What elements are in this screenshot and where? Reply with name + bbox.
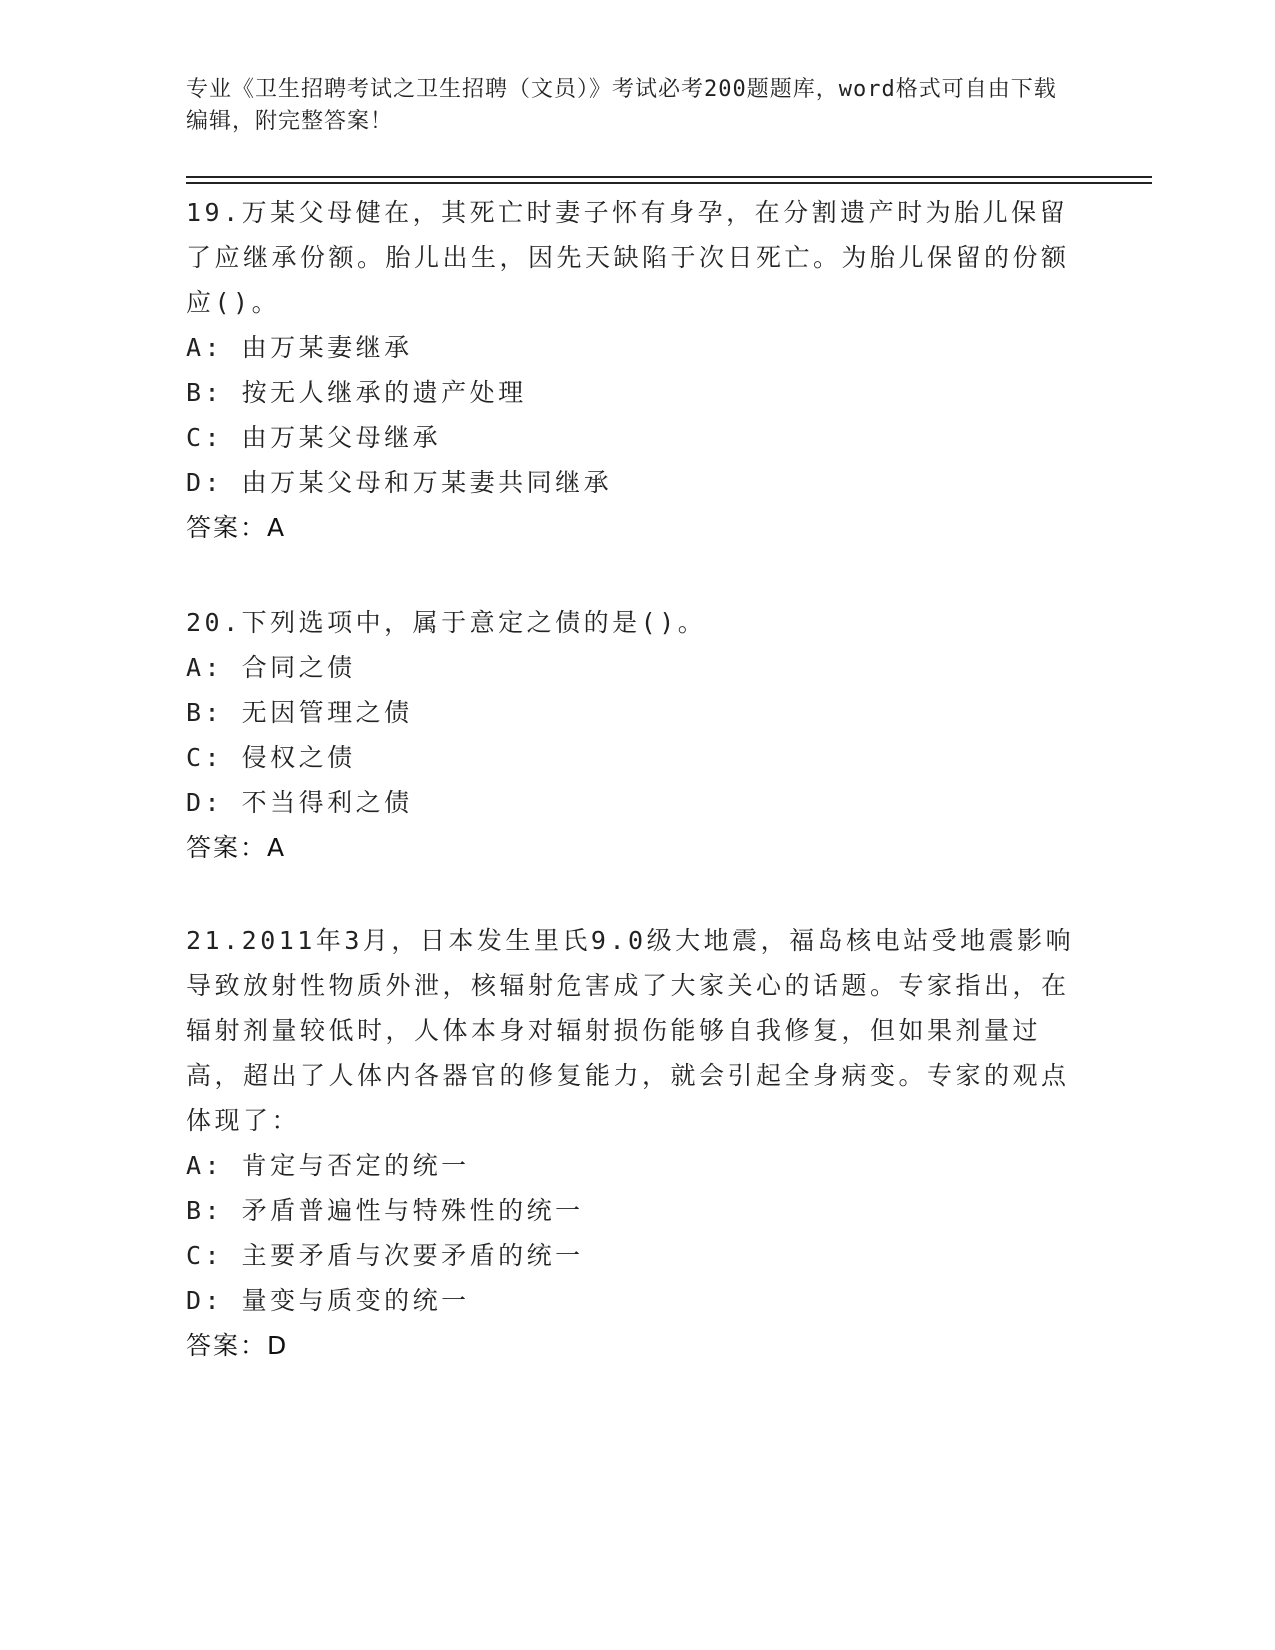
- option-d: D: 不当得利之债: [186, 788, 413, 817]
- question-20: [186, 600, 1086, 870]
- option-a: A: 肯定与否定的统一: [186, 1151, 470, 1180]
- question-stem: 21.2011年3月，日本发生里氏9.0级大地震，福岛核电站受地震影响导致放射性物质外泄，核辐射危害成了大家关心的话题。专家指出，在辐射剂量较低时，人体本身对辐射损伤能够自我修复，但如果剂量过高，超出了人体内各器官的修复能力，就会引起全身病变。专家的观点体现了：: [186, 926, 1075, 1135]
- question-stem: 20.下列选项中，属于意定之债的是()。: [186, 608, 707, 637]
- option-c: C: 由万某父母继承: [186, 423, 442, 452]
- answer-label: 答案：A: [186, 513, 287, 542]
- header-divider-bottom: [186, 182, 1152, 184]
- question-21: [186, 918, 1086, 1368]
- option-b: B: 矛盾普遍性与特殊性的统一: [186, 1196, 584, 1225]
- option-c: C: 主要矛盾与次要矛盾的统一: [186, 1241, 584, 1270]
- option-c: C: 侵权之债: [186, 743, 356, 772]
- header-divider-top: [186, 176, 1152, 178]
- question-19: [186, 190, 1086, 550]
- option-d: D: 量变与质变的统一: [186, 1286, 470, 1315]
- option-d: D: 由万某父母和万某妻共同继承: [186, 468, 613, 497]
- answer-label: 答案：D: [186, 1331, 289, 1360]
- option-a: A: 由万某妻继承: [186, 333, 413, 362]
- option-a: A: 合同之债: [186, 653, 356, 682]
- document-header: 专业《卫生招聘考试之卫生招聘（文员）》考试必考200题题库，word格式可自由下载编辑，附完整答案！: [186, 77, 1057, 134]
- question-stem: 19.万某父母健在，其死亡时妻子怀有身孕，在分割遗产时为胎儿保留了应继承份额。胎儿出生，因先天缺陷于次日死亡。为胎儿保留的份额应()。: [186, 198, 1070, 317]
- option-b: B: 按无人继承的遗产处理: [186, 378, 527, 407]
- answer-label: 答案：A: [186, 833, 287, 862]
- option-b: B: 无因管理之债: [186, 698, 413, 727]
